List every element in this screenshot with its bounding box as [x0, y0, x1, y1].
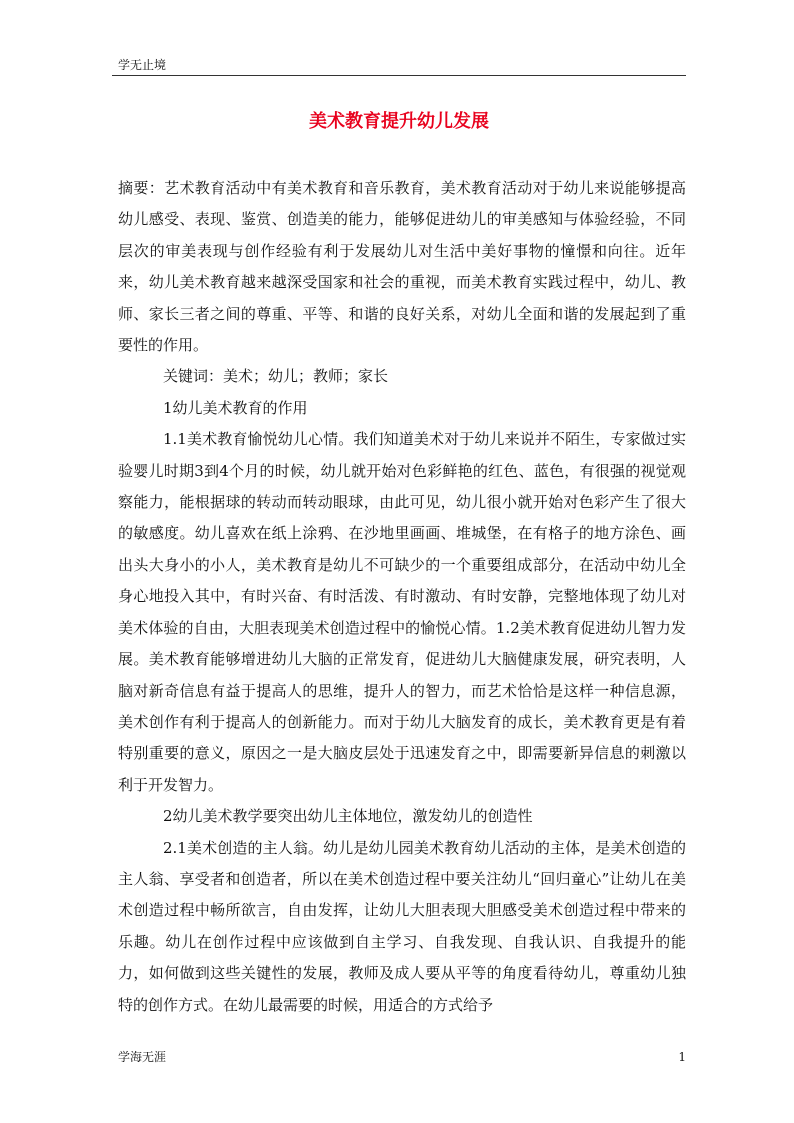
- page-number: 1: [678, 1050, 686, 1064]
- abstract-paragraph: 摘要：艺术教育活动中有美术教育和音乐教育，美术教育活动对于幼儿来说能够提高幼儿感受、表现、鉴赏、创造美的能力，能够促进幼儿的审美感知与体验经验，不同层次的审美表现与创作经验有利于发展幼儿对生活中美好事物的憧憬和向往。近年来，幼儿美术教育越来越深受国家和社会的重视，而美术教育实践过程中，幼儿、教师、家长三者之间的尊重、平等、和谐的良好关系，对幼儿全面和谐的发展起到了重要性的作用。: [118, 179, 686, 355]
- header-rule: [112, 75, 686, 76]
- section-1-heading: 1幼儿美术教育的作用: [163, 398, 308, 417]
- section-2-paragraph: 2.1美术创造的主人翁。幼儿是幼儿园美术教育幼儿活动的主体，是美术创造的主人翁、享受者和创造者，所以在美术创造过程中要关注幼儿“回归童心”让幼儿在美术创造过程中畅所欲言，自由发挥，让幼儿大胆表现大胆感受美术创造过程中带来的乐趣。幼儿在创作过程中应该做到自主学习、自我发现、自我认识、自我提升的能力，如何做到这些关键性的发展，教师及成人要从平等的角度看待幼儿，尊重幼儿独特的创作方式。在幼儿最需要的时候，用适合的方式给予: [118, 838, 686, 1014]
- page-title: 美术教育提升幼儿发展: [309, 111, 489, 132]
- body-text: [118, 173, 686, 1021]
- section-2-heading: 2幼儿美术教学要突出幼儿主体地位，激发幼儿的创造性: [163, 807, 533, 826]
- keywords-paragraph: 关键词：美术；幼儿；教师；家长: [163, 367, 389, 386]
- footer-text: 学海无涯: [118, 1050, 167, 1064]
- header-text: 学无止境: [118, 58, 167, 72]
- section-1-paragraph: 1.1美术教育愉悦幼儿心情。我们知道美术对于幼儿来说并不陌生，专家做过实验婴儿时期3到4个月的时候，幼儿就开始对色彩鲜艳的红色、蓝色，有很强的视觉观察能力，能根据球的转动而转动眼球，由此可见，幼儿很小就开始对色彩产生了很大的敏感度。幼儿喜欢在纸上涂鸦、在沙地里画画、堆城堡，在有格子的地方涂色、画出头大身小的小人，美术教育是幼儿不可缺少的一个重要组成部分，在活动中幼儿全身心地投入其中，有时兴奋、有时活泼、有时激动、有时安静，完整地体现了幼儿对美术体验的自由，大胆表现美术创造过程中的愉悦心情。1.2美术教育促进幼儿智力发展。美术教育能够增进幼儿大脑的正常发育，促进幼儿大脑健康发展，研究表明，人脑对新奇信息有益于提高人的思维，提升人的智力，而艺术恰恰是这样一种信息源，美术创作有利于提高人的创新能力。而对于幼儿大脑发育的成长，美术教育更是有着特别重要的意义，原因之一是大脑皮层处于迅速发育之中，即需要新异信息的刺激以利于开发智力。: [118, 430, 686, 794]
